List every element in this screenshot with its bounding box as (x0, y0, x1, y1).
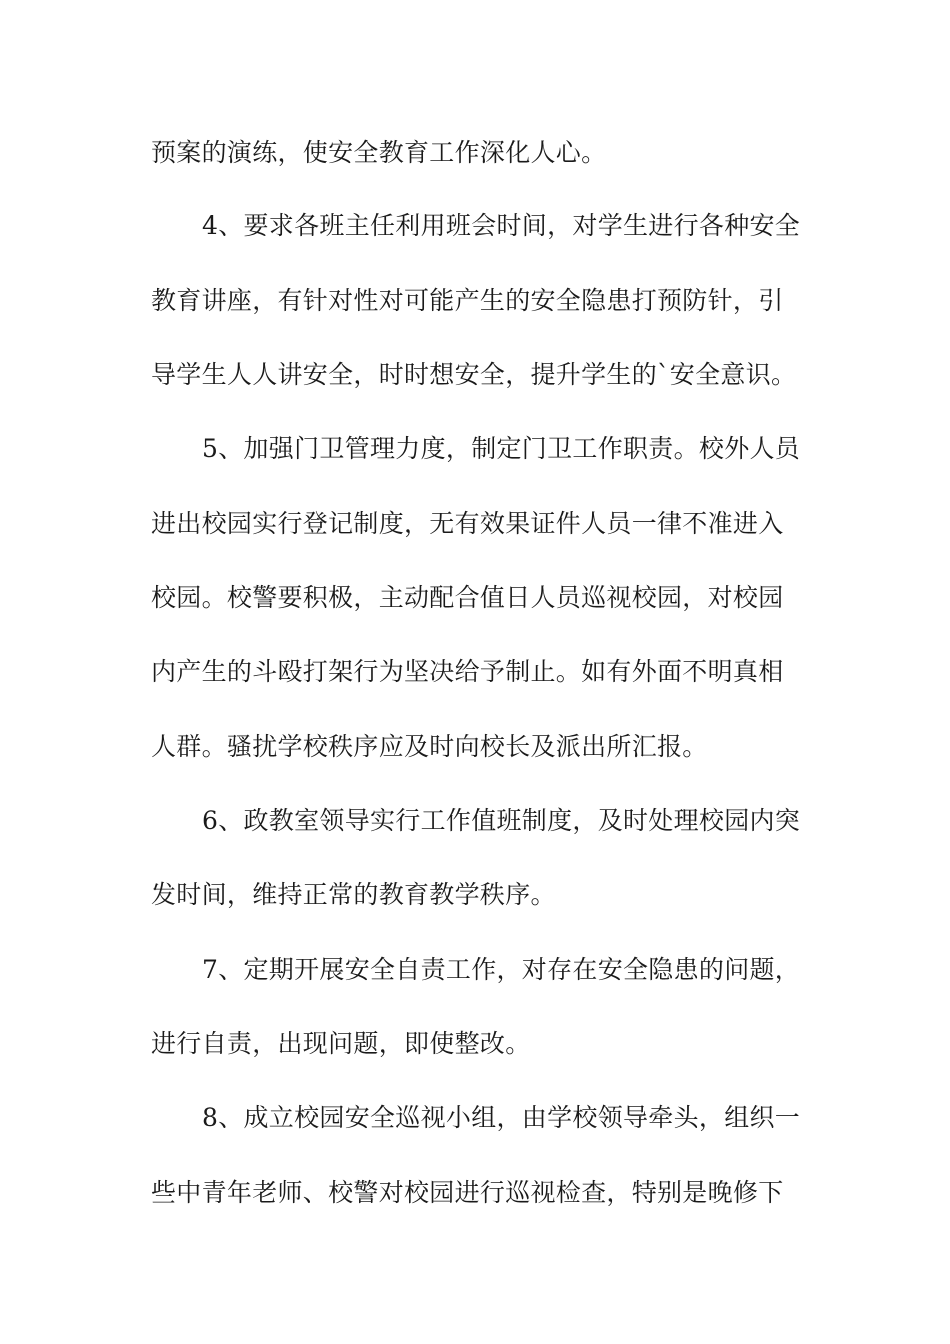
text-line-7: 校园。校警要积极，主动配合值日人员巡视校园，对校园 (151, 583, 784, 612)
text-line-9: 人群。骚扰学校秩序应及时向校长及派出所汇报。 (151, 732, 708, 761)
text-line-3: 教育讲座，有针对性对可能产生的安全隐患打预防针，引 (151, 286, 784, 315)
text-line-6: 进出校园实行登记制度，无有效果证件人员一律不准进入 (151, 509, 784, 538)
text-line-10: 6、政教室领导实行工作值班制度，及时处理校园内突 (202, 806, 801, 835)
text-line-13: 进行自责，出现问题，即使整改。 (151, 1029, 531, 1058)
text-line-1: 预案的演练，使安全教育工作深化人心。 (151, 138, 607, 167)
text-line-12: 7、定期开展安全自责工作，对存在安全隐患的问题， (202, 955, 801, 984)
text-line-14: 8、成立校园安全巡视小组，由学校领导牵头，组织一 (202, 1103, 801, 1132)
text-line-5: 5、加强门卫管理力度，制定门卫工作职责。校外人员 (202, 434, 801, 463)
text-line-15: 些中青年老师、校警对校园进行巡视检查，特别是晚修下 (151, 1178, 784, 1207)
text-line-4: 导学生人人讲安全，时时想安全，提升学生的`安全意识。 (151, 360, 797, 389)
text-line-11: 发时间，维持正常的教育教学秩序。 (151, 880, 556, 909)
text-line-8: 内产生的斗殴打架行为坚决给予制止。如有外面不明真相 (151, 657, 784, 686)
text-line-2: 4、要求各班主任利用班会时间，对学生进行各种安全 (202, 211, 801, 240)
